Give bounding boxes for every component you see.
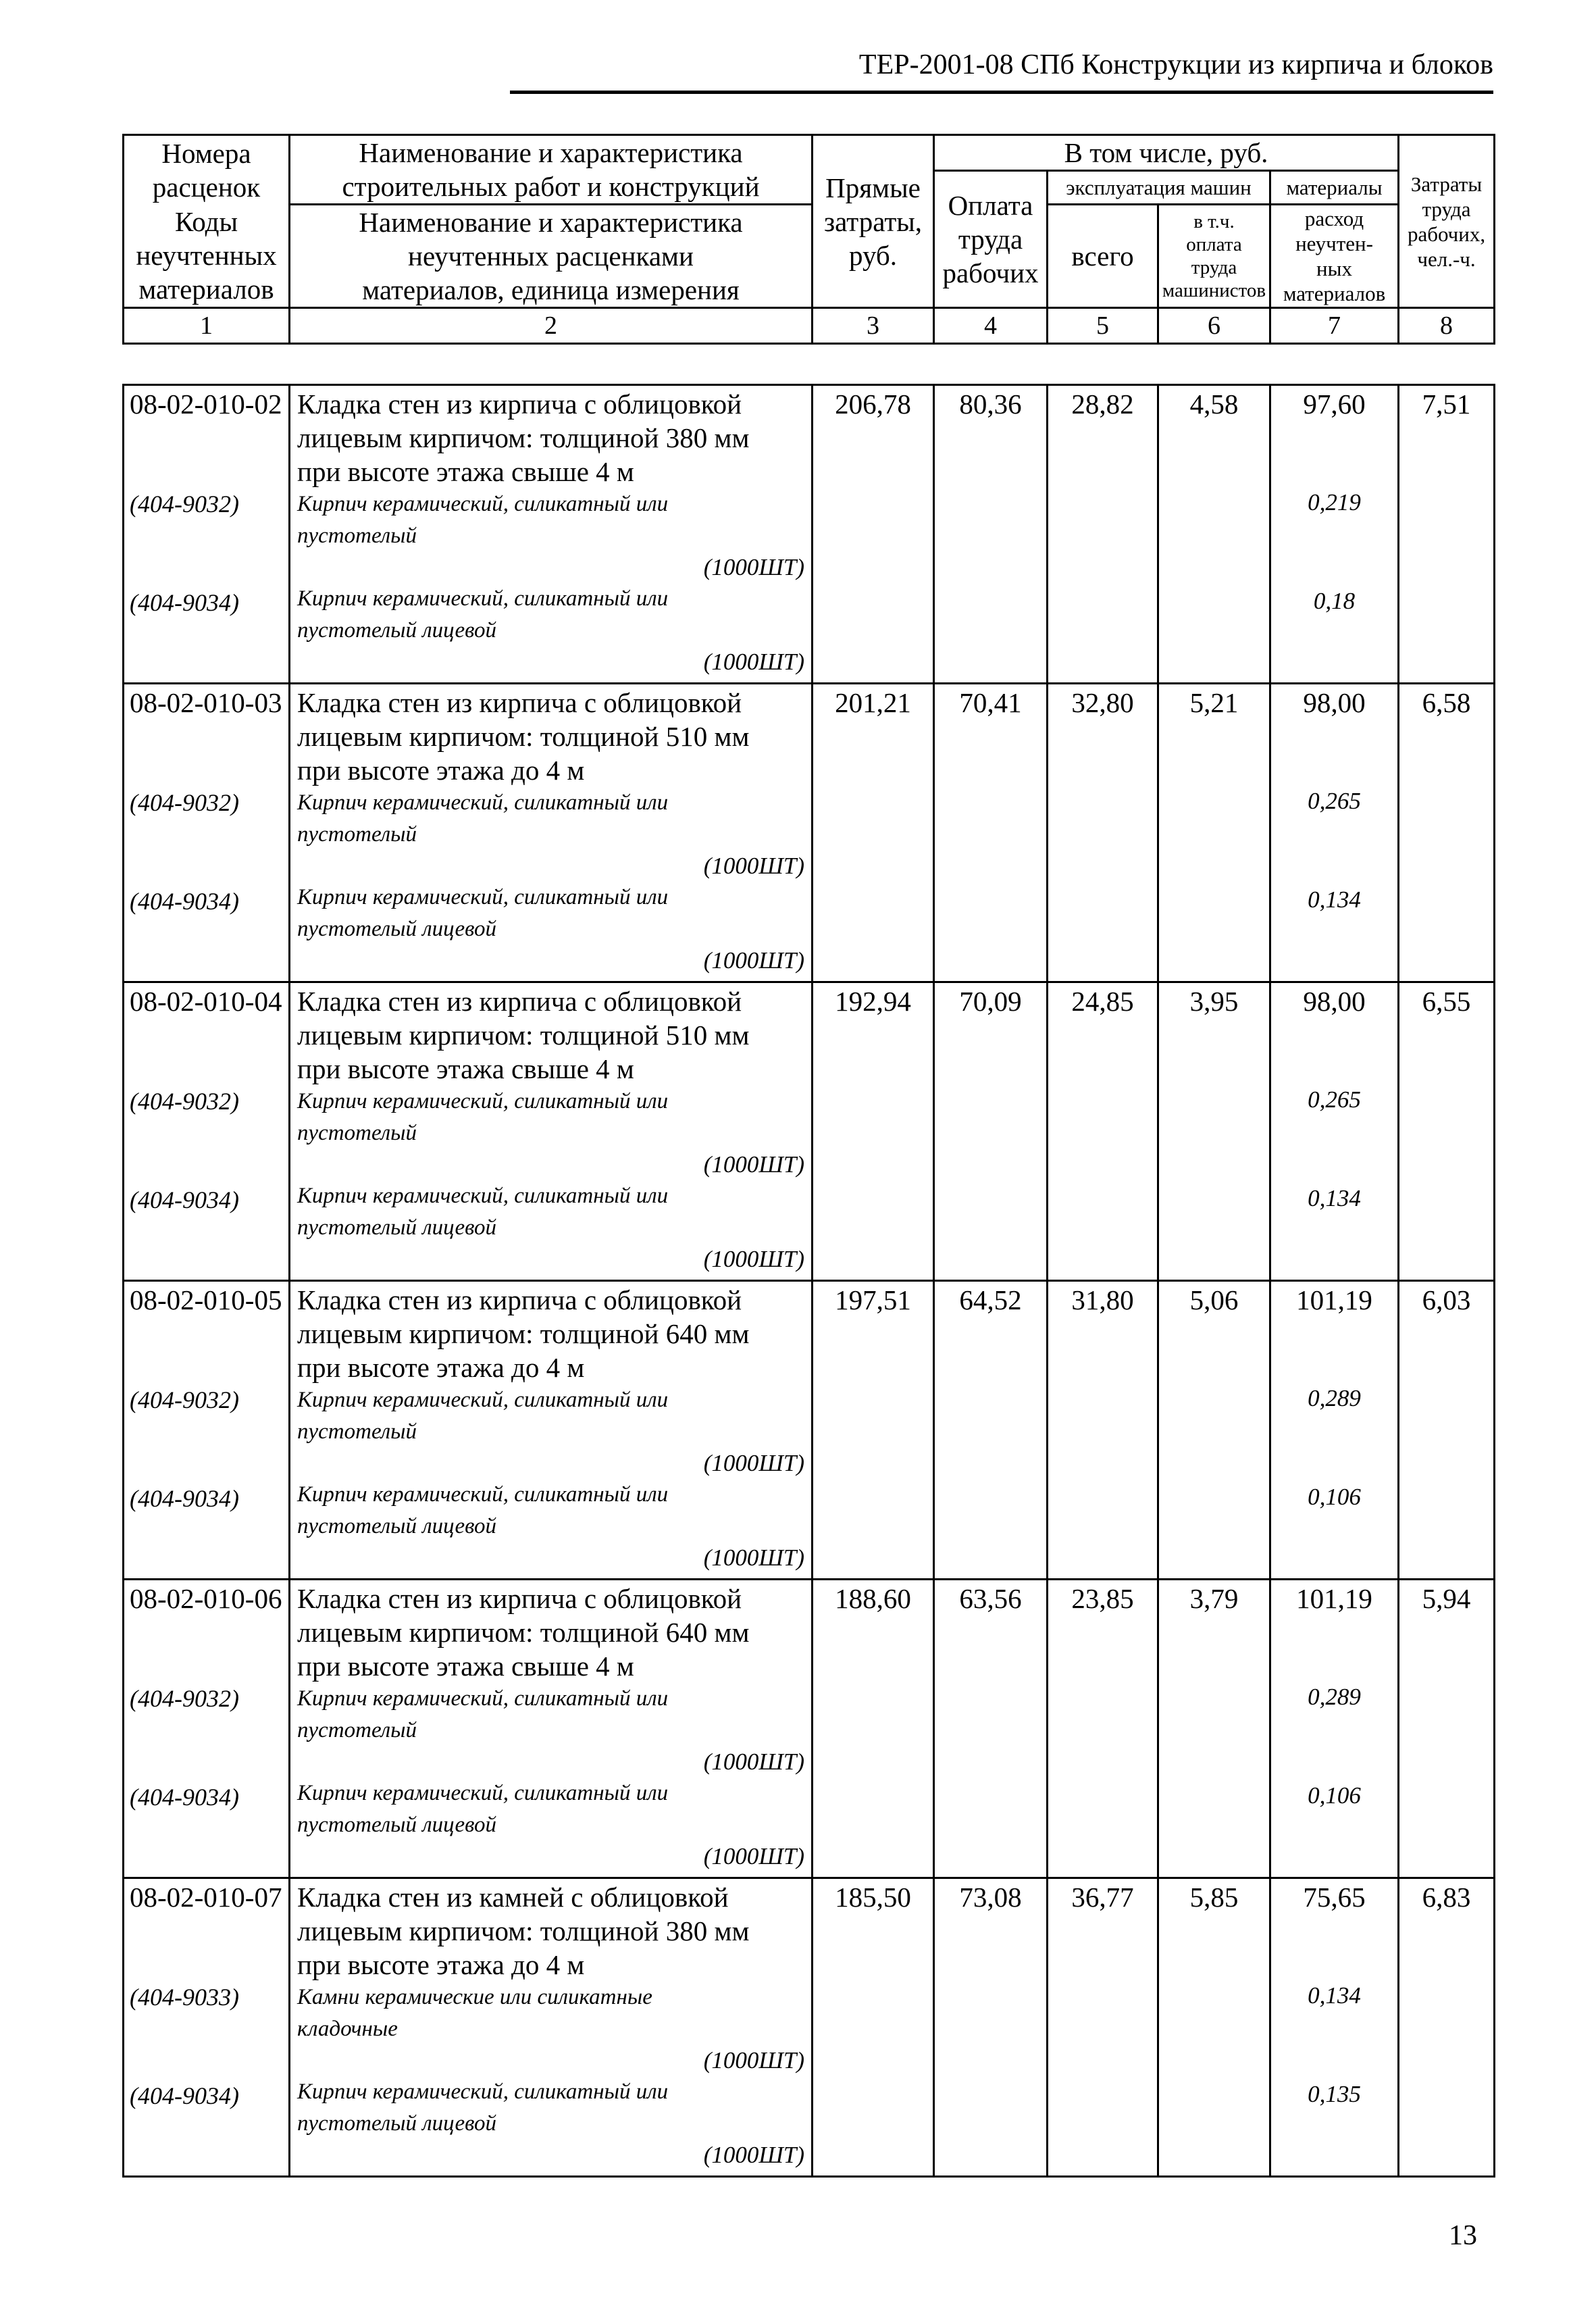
material-name-line: пустотелый [297, 822, 417, 847]
spacer [1271, 1117, 1397, 1182]
material-code: (404-9034) [130, 2082, 239, 2109]
material-unit: (1000ШТ) [703, 554, 804, 580]
column-number: 2 [290, 308, 813, 344]
table-row [124, 1580, 1495, 1878]
table-row [124, 982, 1495, 1281]
table-header [122, 134, 1495, 345]
direct-costs-value: 188,60 [813, 1580, 934, 1878]
material-unit: (1000ШТ) [703, 2047, 804, 2073]
work-description-line: при высоте этажа до 4 м [297, 755, 585, 786]
material-name-line: пустотелый лицевой [297, 618, 497, 643]
material-unit: (1000ШТ) [703, 2142, 804, 2168]
rate-code-cell [124, 982, 290, 1281]
machines-total-value: 28,82 [1048, 385, 1158, 684]
work-description-cell [290, 1878, 813, 2177]
spacer [130, 1317, 288, 1384]
machines-total-value: 23,85 [1048, 1580, 1158, 1878]
material-name-line: Кирпич керамический, силикатный или [297, 1388, 669, 1412]
materials-cell [1270, 684, 1399, 982]
column-number: 6 [1158, 308, 1270, 344]
labor-pay-value: 80,36 [934, 385, 1048, 684]
header-machines-total: всего [1048, 205, 1158, 308]
direct-costs-value: 185,50 [813, 1878, 934, 2177]
table-row [124, 1281, 1495, 1580]
labor-pay-value: 64,52 [934, 1281, 1048, 1580]
materials-cell [1270, 1281, 1399, 1580]
material-name-line: Кирпич керамический, силикатный или [297, 586, 669, 611]
work-description-line: Кладка стен из кирпича с облицовкой [297, 986, 742, 1017]
spacer [1271, 1018, 1397, 1083]
materials-cell [1270, 982, 1399, 1281]
rate-code-cell [124, 1580, 290, 1878]
material-code: (404-9033) [130, 1984, 239, 2011]
material-name-line: пустотелый [297, 524, 417, 548]
machines-total-value: 36,77 [1048, 1878, 1158, 2177]
rate-code: 08-02-010-05 [130, 1284, 282, 1315]
page-number: 13 [1449, 2220, 1477, 2251]
materials-value: 101,19 [1296, 1583, 1372, 1614]
machinist-pay-value: 5,21 [1158, 684, 1270, 982]
rate-code-cell [124, 1878, 290, 2177]
material-unit: (1000ШТ) [703, 1843, 804, 1869]
material-unit: (1000ШТ) [703, 649, 804, 675]
rate-code: 08-02-010-04 [130, 986, 282, 1017]
labor-pay-value: 70,41 [934, 684, 1048, 982]
rate-code-cell [124, 684, 290, 982]
header-rule [510, 91, 1493, 94]
spacer [1271, 1714, 1397, 1779]
direct-costs-value: 192,94 [813, 982, 934, 1281]
material-code: (404-9034) [130, 1784, 239, 1811]
labor-hours-value: 6,55 [1399, 982, 1495, 1281]
material-quantity: 0,106 [1308, 1782, 1361, 1809]
material-name-line: Камни керамические или силикатные [297, 1985, 652, 2009]
materials-value: 101,19 [1296, 1284, 1372, 1315]
work-description-line: лицевым кирпичом: толщиной 640 мм [297, 1318, 750, 1349]
work-description-line: лицевым кирпичом: толщиной 380 мм [297, 1915, 750, 1946]
spacer [130, 1914, 288, 1982]
direct-costs-value: 206,78 [813, 385, 934, 684]
material-name-line: Кирпич керамический, силикатный или [297, 1781, 669, 1805]
spacer [1271, 520, 1397, 584]
labor-pay-value: 63,56 [934, 1580, 1048, 1878]
spacer [1271, 1415, 1397, 1480]
material-name-line: кладочные [297, 2017, 398, 2041]
spacer [1271, 818, 1397, 883]
header-group-label: В том числе, руб. [934, 135, 1399, 171]
spacer [130, 421, 288, 488]
material-code: (404-9034) [130, 589, 239, 616]
material-quantity: 0,134 [1308, 1982, 1361, 2009]
material-name-line: пустотелый лицевой [297, 1514, 497, 1538]
material-quantity: 0,18 [1313, 588, 1356, 614]
material-name-line: пустотелый лицевой [297, 2111, 497, 2136]
work-description-cell [290, 385, 813, 684]
work-description-cell [290, 1281, 813, 1580]
spacer [1271, 1615, 1397, 1680]
header-work-name: Наименование и характеристика строительных работ и конструкций [290, 135, 813, 205]
work-description-line: при высоте этажа до 4 м [297, 1949, 585, 1980]
material-name-line: пустотелый лицевой [297, 917, 497, 941]
material-code: (404-9032) [130, 1088, 239, 1115]
work-description-cell [290, 684, 813, 982]
material-quantity: 0,289 [1308, 1385, 1361, 1411]
spacer [1271, 2013, 1397, 2078]
spacer [130, 1715, 288, 1780]
labor-hours-value: 7,51 [1399, 385, 1495, 684]
material-quantity: 0,265 [1308, 788, 1361, 814]
material-code: (404-9032) [130, 789, 239, 816]
spacer [1271, 421, 1397, 486]
material-unit: (1000ШТ) [703, 1450, 804, 1476]
machines-total-value: 31,80 [1048, 1281, 1158, 1580]
material-unit: (1000ШТ) [703, 1544, 804, 1571]
materials-value: 98,00 [1303, 687, 1366, 718]
material-quantity: 0,106 [1308, 1484, 1361, 1510]
spacer [130, 1118, 288, 1183]
spacer [130, 1615, 288, 1683]
column-number: 7 [1270, 308, 1399, 344]
material-code: (404-9032) [130, 491, 239, 518]
header-machinist-pay: в т.ч. оплата труда машинистов [1158, 205, 1270, 308]
materials-value: 97,60 [1303, 388, 1366, 420]
material-name-line: пустотелый лицевой [297, 1215, 497, 1240]
rate-code: 08-02-010-02 [130, 388, 282, 420]
materials-value: 75,65 [1303, 1882, 1366, 1913]
rate-code-cell [124, 1281, 290, 1580]
material-name-line: Кирпич керамический, силикатный или [297, 2080, 669, 2104]
materials-cell [1270, 1878, 1399, 2177]
work-description-cell [290, 982, 813, 1281]
machinist-pay-value: 5,06 [1158, 1281, 1270, 1580]
spacer [1271, 720, 1397, 784]
spacer [1271, 1914, 1397, 1979]
direct-costs-value: 201,21 [813, 684, 934, 982]
material-unit: (1000ШТ) [703, 1246, 804, 1272]
work-description-line: лицевым кирпичом: толщиной 510 мм [297, 721, 750, 752]
material-quantity: 0,265 [1308, 1086, 1361, 1113]
material-quantity: 0,134 [1308, 1185, 1361, 1211]
column-number: 4 [934, 308, 1048, 344]
materials-value: 98,00 [1303, 986, 1366, 1017]
labor-hours-value: 5,94 [1399, 1580, 1495, 1878]
header-labor-hours: Затраты труда рабочих, чел.-ч. [1399, 135, 1495, 308]
rate-code: 08-02-010-03 [130, 687, 282, 718]
header-material-name: Наименование и характеристика неучтенных расценками материалов, единица измерения [290, 205, 813, 308]
column-number: 1 [124, 308, 290, 344]
material-unit: (1000ШТ) [703, 1151, 804, 1178]
work-description-line: при высоте этажа свыше 4 м [297, 1651, 634, 1682]
material-code: (404-9034) [130, 1186, 239, 1213]
material-name-line: Кирпич керамический, силикатный или [297, 790, 669, 815]
material-name-line: Кирпич керамический, силикатный или [297, 1482, 669, 1507]
labor-pay-value: 73,08 [934, 1878, 1048, 2177]
rate-code: 08-02-010-07 [130, 1882, 282, 1913]
spacer [130, 720, 288, 787]
material-name-line: пустотелый лицевой [297, 1813, 497, 1837]
material-quantity: 0,289 [1308, 1684, 1361, 1710]
header-material-consumption: расход неучтен- ных материалов [1270, 205, 1399, 308]
column-number: 3 [813, 308, 934, 344]
material-code: (404-9032) [130, 1685, 239, 1712]
work-description-line: при высоте этажа до 4 м [297, 1352, 585, 1383]
material-quantity: 0,134 [1308, 886, 1361, 913]
spacer [130, 1417, 288, 1482]
material-unit: (1000ШТ) [703, 853, 804, 879]
material-unit: (1000ШТ) [703, 947, 804, 974]
work-description-line: Кладка стен из кирпича с облицовкой [297, 388, 742, 420]
spacer [1271, 1317, 1397, 1382]
work-description-line: Кладка стен из кирпича с облицовкой [297, 1583, 742, 1614]
column-number: 5 [1048, 308, 1158, 344]
running-head: ТЕР-2001-08 СПб Конструкции из кирпича и блоков [858, 49, 1493, 80]
material-name-line: Кирпич керамический, силикатный или [297, 1184, 669, 1208]
labor-hours-value: 6,58 [1399, 684, 1495, 982]
spacer [130, 2014, 288, 2079]
work-description-line: Кладка стен из кирпича с облицовкой [297, 687, 742, 718]
material-code: (404-9034) [130, 1485, 239, 1512]
machinist-pay-value: 5,85 [1158, 1878, 1270, 2177]
material-name-line: Кирпич керамический, силикатный или [297, 885, 669, 909]
header-direct-costs: Прямые затраты, руб. [813, 135, 934, 308]
material-name-line: Кирпич керамический, силикатный или [297, 1089, 669, 1113]
material-unit: (1000ШТ) [703, 1749, 804, 1775]
material-name-line: Кирпич керамический, силикатный или [297, 1686, 669, 1711]
rate-code-cell [124, 385, 290, 684]
header-rate-numbers: Номера расценок [124, 135, 290, 205]
table-row [124, 385, 1495, 684]
work-description-line: Кладка стен из камней с облицовкой [297, 1882, 729, 1913]
material-name-line: пустотелый [297, 1419, 417, 1444]
work-description-cell [290, 1580, 813, 1878]
table-row [124, 684, 1495, 982]
machinist-pay-value: 3,79 [1158, 1580, 1270, 1878]
material-quantity: 0,135 [1308, 2081, 1361, 2107]
spacer [130, 820, 288, 884]
spacer [130, 1018, 288, 1086]
materials-cell [1270, 385, 1399, 684]
header-machines: эксплуатация машин [1048, 171, 1270, 205]
labor-hours-value: 6,83 [1399, 1878, 1495, 2177]
rate-code: 08-02-010-06 [130, 1583, 282, 1614]
material-name-line: пустотелый [297, 1121, 417, 1145]
material-name-line: пустотелый [297, 1718, 417, 1742]
machinist-pay-value: 4,58 [1158, 385, 1270, 684]
labor-hours-value: 6,03 [1399, 1281, 1495, 1580]
material-quantity: 0,219 [1308, 489, 1361, 515]
work-description-line: при высоте этажа свыше 4 м [297, 1053, 634, 1084]
machinist-pay-value: 3,95 [1158, 982, 1270, 1281]
machines-total-value: 24,85 [1048, 982, 1158, 1281]
spacer [130, 521, 288, 586]
column-number: 8 [1399, 308, 1495, 344]
header-materials: материалы [1270, 171, 1399, 205]
rates-table [122, 384, 1495, 2178]
table-row [124, 1878, 1495, 2177]
materials-cell [1270, 1580, 1399, 1878]
work-description-line: лицевым кирпичом: толщиной 640 мм [297, 1617, 750, 1648]
material-code: (404-9034) [130, 888, 239, 915]
machines-total-value: 32,80 [1048, 684, 1158, 982]
material-code: (404-9032) [130, 1386, 239, 1413]
work-description-line: лицевым кирпичом: толщиной 380 мм [297, 422, 750, 453]
material-name-line: Кирпич керамический, силикатный или [297, 492, 669, 516]
header-labor-pay: Оплата труда рабочих [934, 171, 1048, 308]
labor-pay-value: 70,09 [934, 982, 1048, 1281]
work-description-line: лицевым кирпичом: толщиной 510 мм [297, 1020, 750, 1051]
work-description-line: при высоте этажа свыше 4 м [297, 456, 634, 487]
work-description-line: Кладка стен из кирпича с облицовкой [297, 1284, 742, 1315]
direct-costs-value: 197,51 [813, 1281, 934, 1580]
header-codes: Коды неучтенных материалов [124, 205, 290, 308]
